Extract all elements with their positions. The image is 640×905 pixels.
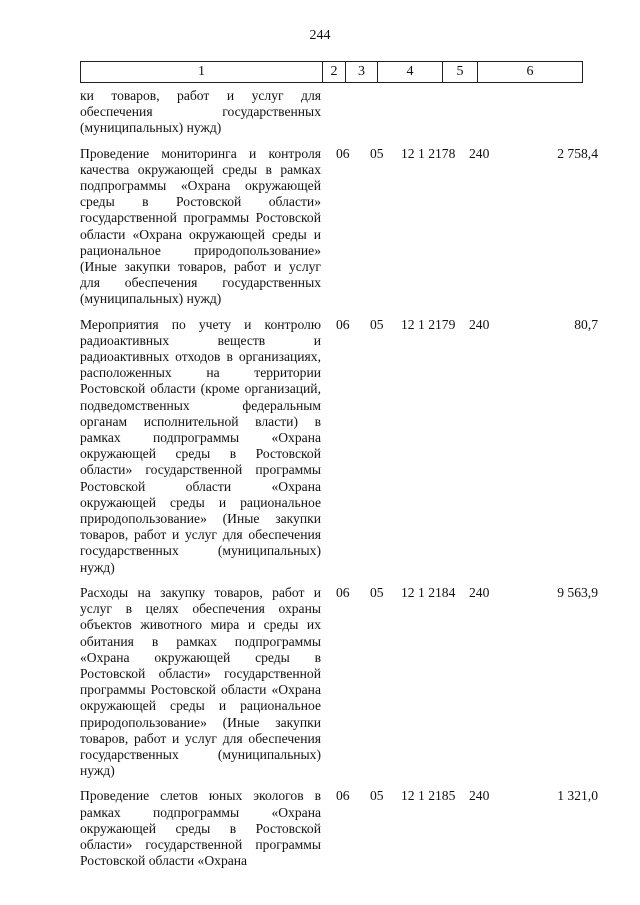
table-body: [80, 88, 604, 878]
row-amount: 80,7: [574, 316, 598, 332]
row-amount: 2 758,4: [557, 145, 598, 161]
row-target-code: 12 1 2179: [401, 316, 456, 332]
header-col-1: 1: [81, 62, 323, 83]
table-row: [80, 88, 604, 137]
row-subsection: 05: [370, 788, 384, 804]
row-expense-type: 240: [469, 584, 490, 600]
row-amount: 1 321,0: [557, 788, 598, 804]
row-subsection: 05: [370, 584, 384, 600]
table-row: [80, 317, 604, 576]
row-subsection: 05: [370, 145, 384, 161]
row-target-code: 12 1 2184: [401, 584, 456, 600]
table-row: [80, 788, 604, 869]
row-section: 06: [336, 788, 350, 804]
row-expense-type: 240: [469, 788, 490, 804]
header-col-2: 2: [323, 62, 346, 83]
row-description: Проведение слетов юных экологов в рамках подпрограммы «Охрана окружающей среды в Ростовской области» государственной программы Ростовской области «Охрана: [80, 788, 321, 869]
row-target-code: 12 1 2178: [401, 145, 456, 161]
row-description: Мероприятия по учету и контролю радиоактивных веществ и радиоактивных отходов в организациях, расположенных на территории Ростовской области (кроме организаций, подведомственных федеральным органам исполнительной власти) в рамках подпрограммы «Охрана окружающей среды в Ростовской области» государственной программы Ростовской области «Охрана окружающей среды и рациональное природопользование» (Иные закупки товаров, работ и услуг для обеспечения государственных (муниципальных) нужд): [80, 316, 321, 575]
row-expense-type: 240: [469, 316, 490, 332]
header-col-4: 4: [378, 62, 443, 83]
table-header: [80, 61, 583, 83]
row-section: 06: [336, 145, 350, 161]
table-row: [80, 585, 604, 779]
row-amount: 9 563,9: [557, 584, 598, 600]
row-description: Проведение мониторинга и контроля качества окружающей среды в рамках подпрограммы «Охрана окружающей среды в Ростовской области» государственной программы Ростовской области «Охрана окружающей среды и рациональное природопользование» (Иные закупки товаров, работ и услуг для обеспечения государственных (муниципальных) нужд): [80, 145, 321, 307]
row-section: 06: [336, 316, 350, 332]
row-expense-type: 240: [469, 145, 490, 161]
header-col-3: 3: [346, 62, 378, 83]
table-row: [80, 146, 604, 308]
row-subsection: 05: [370, 316, 384, 332]
row-description: ки товаров, работ и услуг для обеспечения государственных (муниципальных) нужд): [80, 88, 321, 136]
header-col-6: 6: [478, 62, 583, 83]
header-col-5: 5: [443, 62, 478, 83]
page-number: 244: [309, 28, 331, 43]
row-description: Расходы на закупку товаров, работ и услуг в целях обеспечения охраны объектов животного мира и среды их обитания в рамках подпрограммы «Охрана окружающей среды в Ростовской области» государственной программы Ростовской области «Охрана окружающей среды и рациональное природопользование» (Иные закупки товаров, работ и услуг для обеспечения государственных (муниципальных) нужд): [80, 584, 321, 779]
row-target-code: 12 1 2185: [401, 788, 456, 804]
row-section: 06: [336, 584, 350, 600]
